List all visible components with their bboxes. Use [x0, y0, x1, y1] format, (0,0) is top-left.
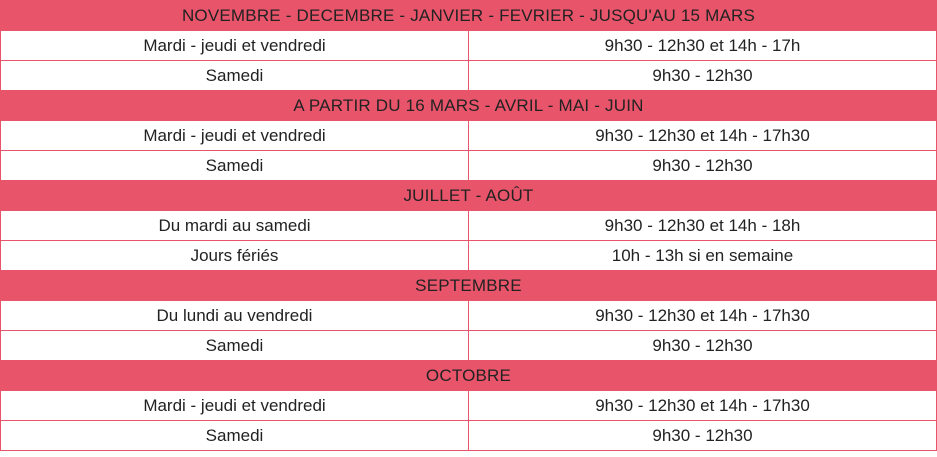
day-label: Samedi: [1, 421, 469, 451]
day-label: Du mardi au samedi: [1, 211, 469, 241]
hours-value: 9h30 - 12h30: [469, 331, 937, 361]
day-label: Samedi: [1, 151, 469, 181]
section-header-row: [1, 271, 937, 301]
section-header-label: SEPTEMBRE: [1, 271, 937, 301]
table-row: [1, 391, 937, 421]
day-label: Mardi - jeudi et vendredi: [1, 31, 469, 61]
hours-value: 9h30 - 12h30 et 14h - 17h: [469, 31, 937, 61]
table-row: [1, 211, 937, 241]
section-header-label: NOVEMBRE - DECEMBRE - JANVIER - FEVRIER - JUSQU'AU 15 MARS: [1, 1, 937, 31]
section-header-row: [1, 361, 937, 391]
section-header-label: A PARTIR DU 16 MARS - AVRIL - MAI - JUIN: [1, 91, 937, 121]
section-header-row: [1, 1, 937, 31]
hours-value: 9h30 - 12h30 et 14h - 17h30: [469, 301, 937, 331]
day-label: Samedi: [1, 61, 469, 91]
day-label: Mardi - jeudi et vendredi: [1, 391, 469, 421]
section-header-row: [1, 181, 937, 211]
hours-value: 9h30 - 12h30 et 14h - 17h30: [469, 121, 937, 151]
day-label: Jours fériés: [1, 241, 469, 271]
table-row: [1, 31, 937, 61]
day-label: Mardi - jeudi et vendredi: [1, 121, 469, 151]
day-label: Du lundi au vendredi: [1, 301, 469, 331]
hours-value: 10h - 13h si en semaine: [469, 241, 937, 271]
day-label: Samedi: [1, 331, 469, 361]
table-row: [1, 331, 937, 361]
table-row: [1, 151, 937, 181]
table-row: [1, 301, 937, 331]
section-header-label: JUILLET - AOÛT: [1, 181, 937, 211]
section-header-label: OCTOBRE: [1, 361, 937, 391]
table-row: [1, 421, 937, 451]
hours-value: 9h30 - 12h30: [469, 421, 937, 451]
table-row: [1, 61, 937, 91]
table-row: [1, 121, 937, 151]
section-header-row: [1, 91, 937, 121]
hours-value: 9h30 - 12h30 et 14h - 17h30: [469, 391, 937, 421]
table-row: [1, 241, 937, 271]
table-body: [1, 1, 937, 451]
hours-value: 9h30 - 12h30 et 14h - 18h: [469, 211, 937, 241]
hours-value: 9h30 - 12h30: [469, 61, 937, 91]
hours-value: 9h30 - 12h30: [469, 151, 937, 181]
